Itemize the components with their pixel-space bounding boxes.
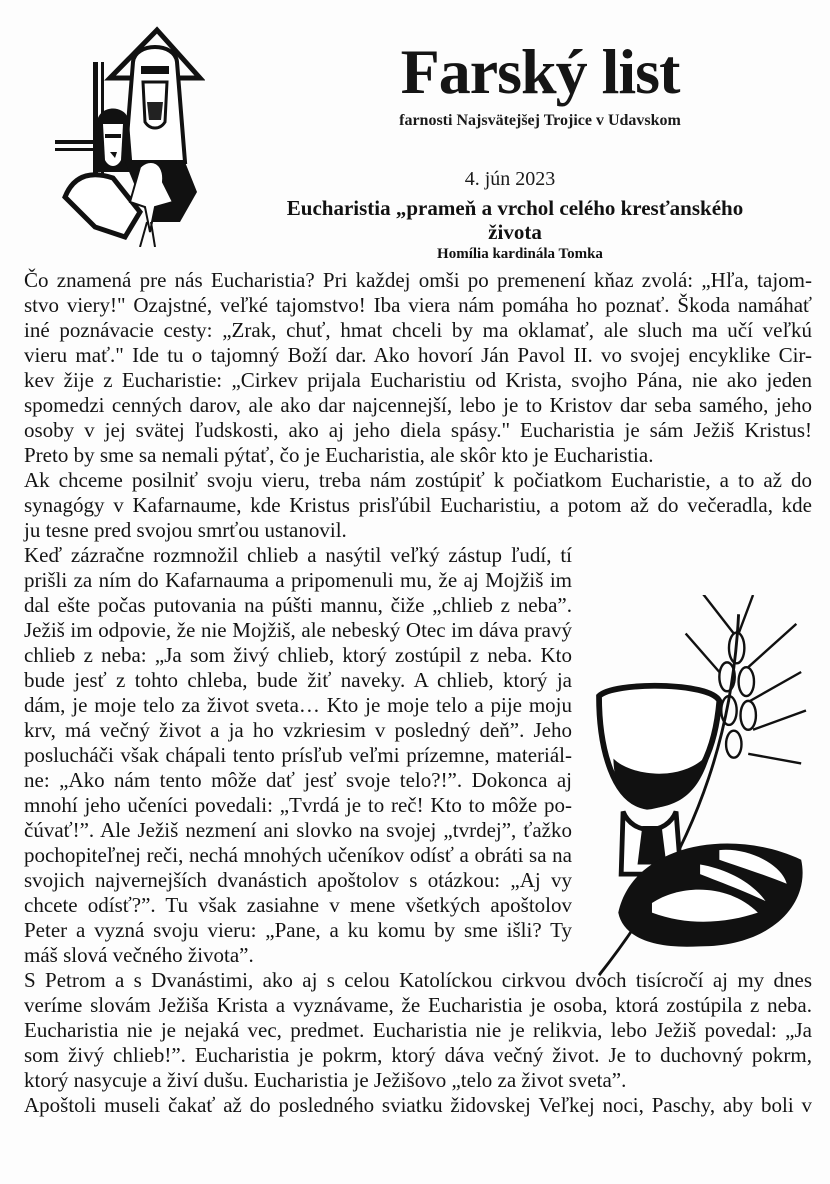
body-line: čúvať!”. Ale Ježiš nezmení ani slovko na svojej „tvrdej”, ťažko	[24, 818, 572, 842]
body-line: iné poznávacie cesty: „Zrak, chuť, hmat chceli by ma oklamať, ale sluch ma učí veľkú	[24, 318, 812, 342]
body-line: Eucharistia nie je nejaká vec, predmet. Eucharistia nie je relikvia, lebo Ježiš povedal: „Ja	[24, 1018, 812, 1042]
body-line: veríme slovám Ježiša Krista a vyznávame, že Eucharistia je osoba, ktorá zostúpila z neba.	[24, 993, 812, 1017]
body-line: máš slová večného života”.	[24, 943, 254, 967]
body-line: Apoštoli museli čakať až do posledného sviatku židovskej Veľkej noci, Paschy, aby boli v	[24, 1093, 812, 1117]
body-line: bude jesť z tohto chleba, bude žiť naveky. A chlieb, ktorý ja	[24, 668, 572, 692]
body-line: mnohí jeho učeníci povedali: „Tvrdá je to reč! Kto to môže po-	[24, 793, 572, 817]
newsletter-title: Farský list	[400, 36, 680, 107]
body-line: spomedzi cenných darov, ale ako dar najcennejší, lebo je to Kristov dar seba samého, jeho	[24, 393, 812, 417]
body-line: ktorý nasycuje a živí dušu. Eucharistia je Ježišovo „telo za život sveta”.	[24, 1068, 627, 1092]
article-headline	[215, 196, 815, 244]
issue-date: 4. jún 2023	[464, 168, 556, 190]
body-line: dal ešte počas putovania na púšti mannu, čiže „chlieb z neba”.	[24, 593, 572, 617]
body-line: poslucháči však chápali tento prísľub veľmi prízemne, materiál-	[24, 743, 572, 767]
body-line: ne: „Ako nám tento môže dať jesť svoje telo?!”. Dokonca aj	[24, 768, 572, 792]
body-line: stvo viery!" Ozajstné, veľké tajomstvo! Iba viera nám pomáha ho poznať. Škoda namáhať	[24, 293, 812, 317]
chalice-bread-wheat-illustration	[590, 595, 815, 980]
body-line: Čo znamená pre nás Eucharistia? Pri každej omši po premenení kňaz zvolá: „Hľa, tajom-	[24, 268, 812, 292]
body-line: synagógy v Kafarnaume, kde Kristus prisľúbil Eucharistiu, a potom až do večeradla, kde	[24, 493, 812, 517]
body-line: Preto by sme sa nemali pýtať, čo je Eucharistia, ale skôr kto je Eucharistia.	[24, 443, 654, 467]
body-line: chlieb z neba: „Ja som živý chlieb, ktorý zostúpil z neba. Kto	[24, 643, 572, 667]
body-line: Peter a vyzná svoju vieru: „Pane, a ku komu by sme išli? Ty	[24, 918, 572, 942]
body-line: vieru mať." Ide tu o tajomný Boží dar. Ako hovorí Ján Pavol II. vo svojej encyklike Cir-	[24, 343, 812, 367]
body-line: S Petrom a s Dvanástimi, ako aj s celou Katolíckou cirkvou dvoch tisícročí aj my dnes	[24, 968, 812, 992]
headline-line-2: života	[488, 220, 542, 244]
body-line: Ak chceme posilniť svoju vieru, treba nám zostúpiť k počiatkom Eucharistie, a to až do	[24, 468, 812, 492]
body-line: Keď zázračne rozmnožil chlieb a nasýtil veľký zástup ľudí, tí	[24, 543, 572, 567]
body-line: osoby v jej svätej ľudskosti, ako aj jeho diela spásy." Eucharistia je sám Ježiš Kristus!	[24, 418, 812, 442]
trinity-illustration	[55, 22, 205, 247]
headline-line-1: Eucharistia „prameň a vrchol celého kresťanského	[286, 196, 744, 220]
body-line: kev žije z Eucharistie: „Cirkev prijala Eucharistiu od Krista, svojho Pána, nie ako jeden	[24, 368, 812, 392]
body-line: ju tesne pred svojou smrťou ustanovil.	[24, 518, 347, 542]
body-line: som živý chlieb!”. Eucharistia je pokrm, ktorý dáva večný život. Je to duchovný pokrm,	[24, 1043, 812, 1067]
body-line: Ježiš im odpovie, že nie Mojžiš, ale nebeský Otec im dáva pravý	[24, 618, 572, 642]
article-byline: Homília kardinála Tomka	[437, 246, 603, 262]
parish-subtitle: farnosti Najsvätejšej Trojice v Udavskom	[399, 112, 681, 129]
body-line: pochopiteľnej reči, nechá mnohých učeníkov odísť a obráti sa na	[24, 843, 572, 867]
body-line: krv, má večný život a ja ho vzkriesim v posledný deň”. Jeho	[24, 718, 572, 742]
body-line: svojich najvernejších dvanástich apoštolov s otázkou: „Aj vy	[24, 868, 572, 892]
body-line: dám, je moje telo za život sveta… Kto je moje telo a pije moju	[24, 693, 572, 717]
body-line: prišli za ním do Kafarnauma a pripomenuli mu, že aj Mojžiš im	[24, 568, 572, 592]
body-line: chcete odísť?”. Tu však zasiahne v mene všetkých apoštolov	[24, 893, 572, 917]
